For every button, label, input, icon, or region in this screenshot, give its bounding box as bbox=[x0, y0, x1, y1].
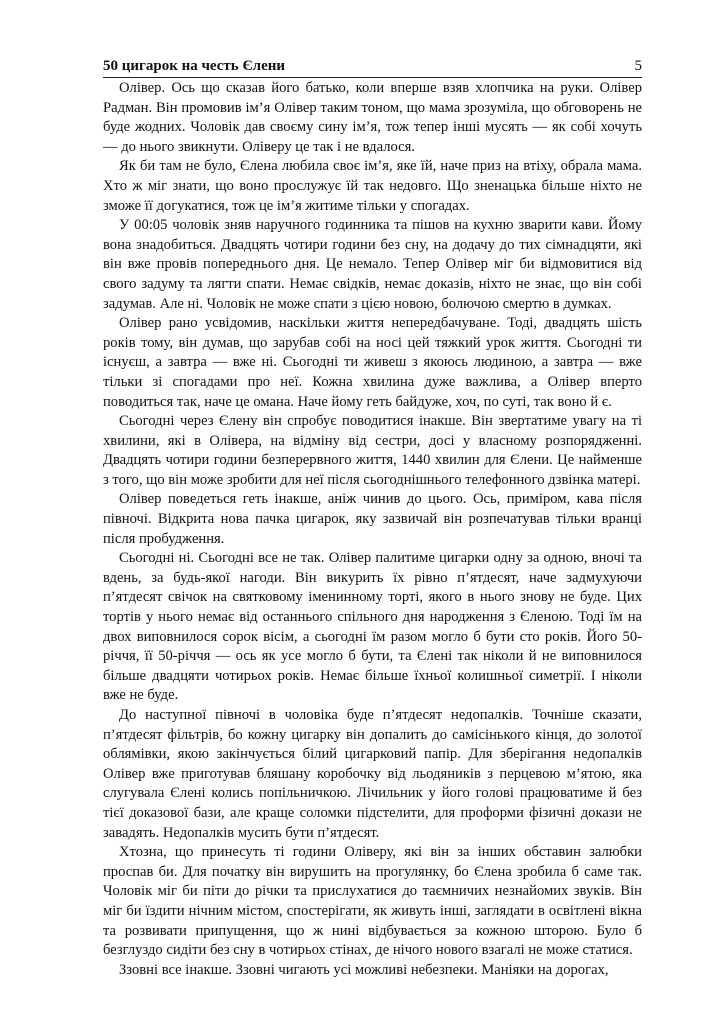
paragraph: Сьогодні через Єлену він спробує поводитися інакше. Він звертатиме увагу на ті хвилини, які в Олівера, на відміну від сестри, досі у власному розпорядженні. Двадцять чотири години безперервного життя, 1440 хвилин для Єлени. Це найменше з того, що він може зробити для неї після сьогоднішнього телефонного дзвінка матері. bbox=[103, 413, 642, 488]
paragraph: Олівер поведеться геть інакше, аніж чинив до цього. Ось, приміром, кава після півночі. Відкрита нова пачка цигарок, яку зазвичай він розпечатував тільки вранці після пробудження. bbox=[103, 491, 642, 547]
paragraph: У 00:05 чоловік зняв наручного годинника та пішов на кухню зварити кави. Йому вона знадобиться. Двадцять чотири години без сну, на додачу до тих сімнадцяти, які він вже провів попереднього дня. Це немало. Тепер Олівер міг би відмовитися від свого задуму та лягти спати. Немає свідків, немає доказів, ніхто не знає, що він собі задумав. Але ні. Чоловік не може спати з цією новою, болючою смертю в думках. bbox=[103, 217, 642, 312]
running-header bbox=[103, 58, 642, 78]
book-title: 50 цигарок на честь Єлени bbox=[103, 58, 286, 74]
body-text bbox=[103, 79, 642, 980]
paragraph: Як би там не було, Єлена любила своє ім’я, яке їй, наче приз на втіху, обрала мама. Хто ж міг знати, що воно прослужує їй так недовго. Що зненацька більше ніхто не зможе її догукатися, тож це ім’я житиме тільки у спогадах. bbox=[103, 158, 642, 214]
paragraph: Ззовні все інакше. Ззовні чигають усі можливі небезпеки. Маніяки на дорогах, bbox=[119, 961, 609, 978]
paragraph: Олівер. Ось що сказав його батько, коли вперше взяв хлопчика на руки. Олівер Радман. Він промовив ім’я Олівер таким тоном, що мама зрозуміла, що обговорень не буде жодних. Чоловік дав своєму сину ім’я, тож тепер інші мусять — як собі хочуть — до нього звикнути. Оліверу це так і не вдалося. bbox=[103, 80, 642, 155]
paragraph: Хтозна, що принесуть ті години Оліверу, які він за інших обставин залюбки проспав би. Для початку він вирушить на прогулянку, бо Єлена зробила б саме так. Чоловік міг би піти до річки та прислухатися до таємничих незнайомих звуків. Він міг би їздити нічним містом, спостерігати, як живуть інші, заглядати в освітлені вікна та розвивати припущення, що ж нині відбувається за кожною шторою. Було б безглуздо сидіти без сну в чотирьох стінах, де нічого нового взагалі не може статися. bbox=[103, 844, 642, 959]
paragraph: До наступної півночі в чоловіка буде п’ятдесят недопалків. Точніше сказати, п’ятдесят фільтрів, бо кожну цигарку він допалить до самісінького кінця, до золотої облямівки, якою закінчується білий цигарковий папір. Для зберігання недопалків Олівер вже приготував бляшану коробочку від льодяників з перцевою м’ятою, яка слугувала Єлені колись попільничкою. Лічильник у його голові працюватиме й без тієї доказової бази, але краще соломки підстелити, для проформи фізичні докази не завадять. Недопалків мусить бути п’ятдесят. bbox=[103, 707, 642, 841]
book-page bbox=[103, 58, 642, 980]
paragraph: Сьогодні ні. Сьогодні все не так. Олівер палитиме цигарки одну за одною, вночі та вдень, за будь-якої нагоди. Він викурить їх рівно п’ятдесят, наче задмухуючи п’ятдесят свічок на святковому іменинному торті, якого в нього знову не буде. Цих тортів у нього немає від останнього спільного дня народження з Єленою. Тоді їм на двох виповнилося сорок вісім, а сьогодні їм разом могло б бути сто років. Його 50-річчя, її 50-річчя — ось як усе могло б бути, та Єлені так ніколи й не виповнилося більше двадцяти чотирьох років. Немає більше їхньої колишньої симетрії. І ніколи вже не буде. bbox=[103, 550, 642, 704]
page-number: 5 bbox=[634, 58, 642, 74]
paragraph: Олівер рано усвідомив, наскільки життя непередбачуване. Тоді, двадцять шість років тому, він думав, що зарубав собі на носі цей тяжкий урок життя. Сьогодні ти існуєш, а завтра — вже ні. Сьогодні ти живеш з якоюсь людиною, а завтра — вже тільки зі спогадами про неї. Кожна хвилина дуже важлива, а Олівер вперто поводиться так, наче це омана. Наче йому геть байдуже, хоч, по суті, так воно й є. bbox=[103, 315, 642, 410]
